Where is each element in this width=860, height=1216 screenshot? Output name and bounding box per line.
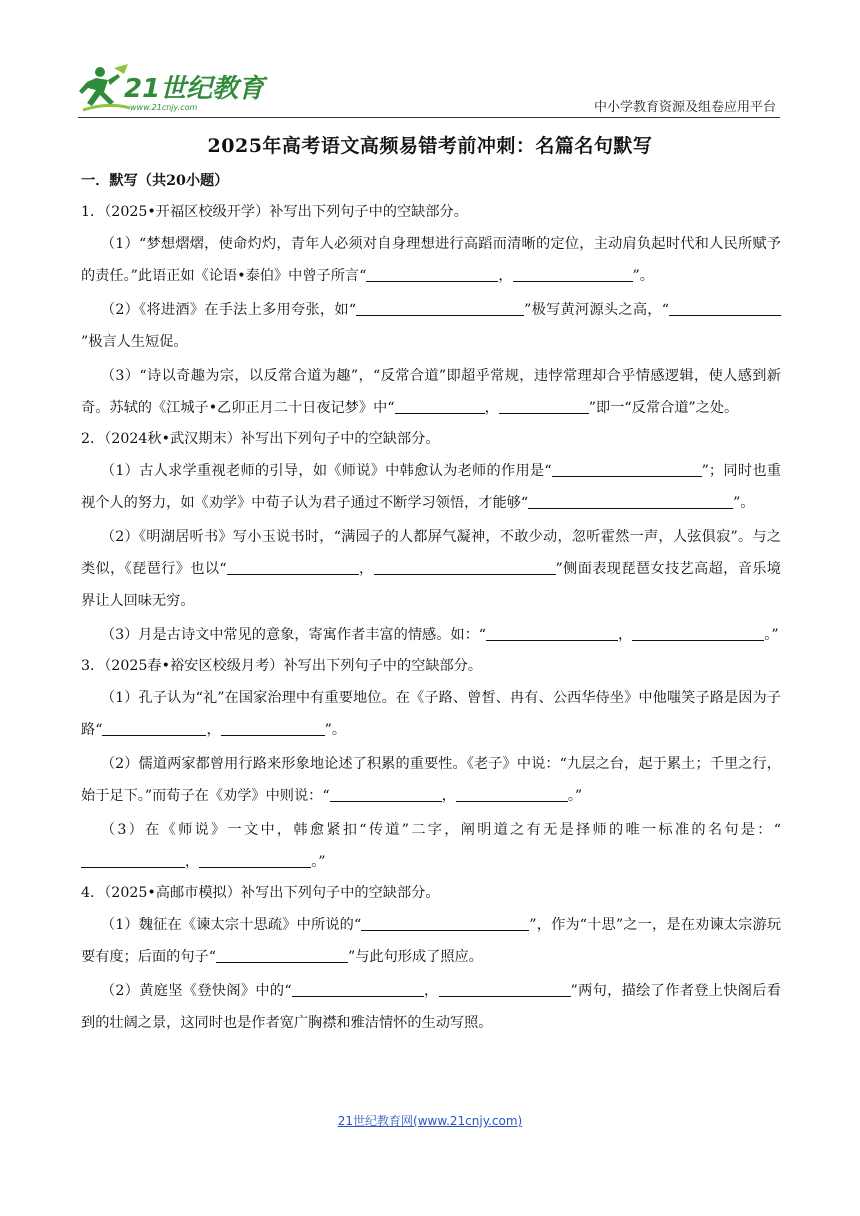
page-header <box>78 62 780 120</box>
answer-blank[interactable] <box>552 462 702 477</box>
answer-blank[interactable] <box>395 399 485 414</box>
answer-blank[interactable] <box>102 721 206 736</box>
question-2-part-2: （2）《明湖居听书》写小玉说书时，“满园子的人都屏气凝神，不敢少动，忽听霍然一声，人弦俱寂”。与之类似，《琵琶行》也以“ ， ”侧面表现琵琶女技艺高超，音乐境界让人回味无穷。 <box>81 529 781 609</box>
answer-blank[interactable] <box>486 626 618 641</box>
question-2-part-1: （1）古人求学重视老师的引导，如《师说》中韩愈认为老师的作用是“ ”；同时也重视个人的努力，如《劝学》中荀子认为君子通过不断学习领悟，才能够“ ”。 <box>81 463 781 511</box>
question-3-head: 3．（2025春•裕安区校级月考）补写出下列句子中的空缺部分。 <box>81 658 483 674</box>
answer-blank[interactable] <box>499 399 589 414</box>
header-divider <box>78 117 780 118</box>
answer-blank[interactable] <box>356 301 524 316</box>
question-2-head: 2．（2024秋•武汉期末）补写出下列句子中的空缺部分。 <box>81 431 440 447</box>
question-4-part-1: （1）魏征在《谏太宗十思疏》中所说的“ ”，作为“十思”之一，是在劝谏太宗游玩要有度；后面的句子“ ”与此句形成了照应。 <box>81 917 782 965</box>
answer-blank[interactable] <box>632 626 764 641</box>
document-title: 2025年高考语文高频易错考前冲刺：名篇名句默写 <box>207 135 653 157</box>
answer-blank[interactable] <box>366 267 498 282</box>
question-3-part-3: （3）在《师说》一文中，韩愈紧扣“传道”二字，阐明道之有无是择师的唯一标准的名句是：“， 。” <box>81 814 781 878</box>
question-3-part-2: （2）儒道两家都曾用行路来形象地论述了积累的重要性。《老子》中说：“九层之台，起于累土；千里之行，始于足下。”而荀子在《劝学》中则说：“ ， 。” <box>81 756 781 804</box>
answer-blank[interactable] <box>374 560 556 575</box>
question-4-head: 4．（2025•高邮市模拟）补写出下列句子中的空缺部分。 <box>81 885 440 901</box>
question-1-part-3: （3）“诗以奇趣为宗，以反常合道为趣”，“反常合道”即超乎常规，违悖常理却合乎情感逻辑，使人感到新奇。苏轼的《江城子•乙卯正月二十日夜记梦》中“ ， ”即一“反常合道”之处。 <box>81 368 781 416</box>
answer-blank[interactable] <box>330 787 442 802</box>
answer-blank[interactable] <box>199 853 311 868</box>
answer-blank[interactable] <box>81 853 185 868</box>
answer-blank[interactable] <box>528 494 733 509</box>
answer-blank[interactable] <box>216 948 348 963</box>
answer-blank[interactable] <box>669 301 781 316</box>
platform-name: 中小学教育资源及组卷应用平台 <box>593 100 776 115</box>
question-4-part-2: （2）黄庭坚《登快阁》中的“ ， ”两句，描绘了作者登上快阁后看到的壮阔之景，这同时也是作者宽广胸襟和雅洁情怀的生动写照。 <box>81 983 781 1031</box>
question-2-part-3: （3）月是古诗文中常见的意象，寄寓作者丰富的情感。如：“ ， 。” <box>100 627 779 643</box>
answer-blank[interactable] <box>439 982 571 997</box>
answer-blank[interactable] <box>292 982 424 997</box>
answer-blank[interactable] <box>456 787 568 802</box>
answer-blank[interactable] <box>227 560 359 575</box>
logo-text: 21世纪教育 <box>124 74 265 104</box>
logo-21cnjy <box>78 62 278 114</box>
section-heading: 一．默写（共20小题） <box>81 173 229 189</box>
answer-blank[interactable] <box>361 916 529 931</box>
footer-link[interactable]: 21世纪教育网(www.21cnjy.com) <box>337 1114 523 1128</box>
question-1-part-1: （1）“梦想熠熠，使命灼灼，青年人必须对自身理想进行高蹈而清晰的定位，主动肩负起时代和人民所赋予的责任。”此语正如《论语•泰伯》中曾子所言“ ， ”。 <box>81 236 781 284</box>
logo-url: www.21cnjy.com <box>130 103 198 112</box>
question-3-part-1: （1）孔子认为“礼”在国家治理中有重要地位。在《子路、曾皙、冉有、公西华侍坐》中他嗤笑子路是因为子路“ ， ”。 <box>81 690 781 738</box>
question-1-head: 1．（2025•开福区校级开学）补写出下列句子中的空缺部分。 <box>81 204 468 220</box>
question-1-part-2: （2）《将进酒》在手法上多用夸张，如“ ”极写黄河源头之高，“”极言人生短促。 <box>81 294 781 358</box>
answer-blank[interactable] <box>513 267 633 282</box>
document-body <box>81 166 781 1039</box>
answer-blank[interactable] <box>221 721 325 736</box>
